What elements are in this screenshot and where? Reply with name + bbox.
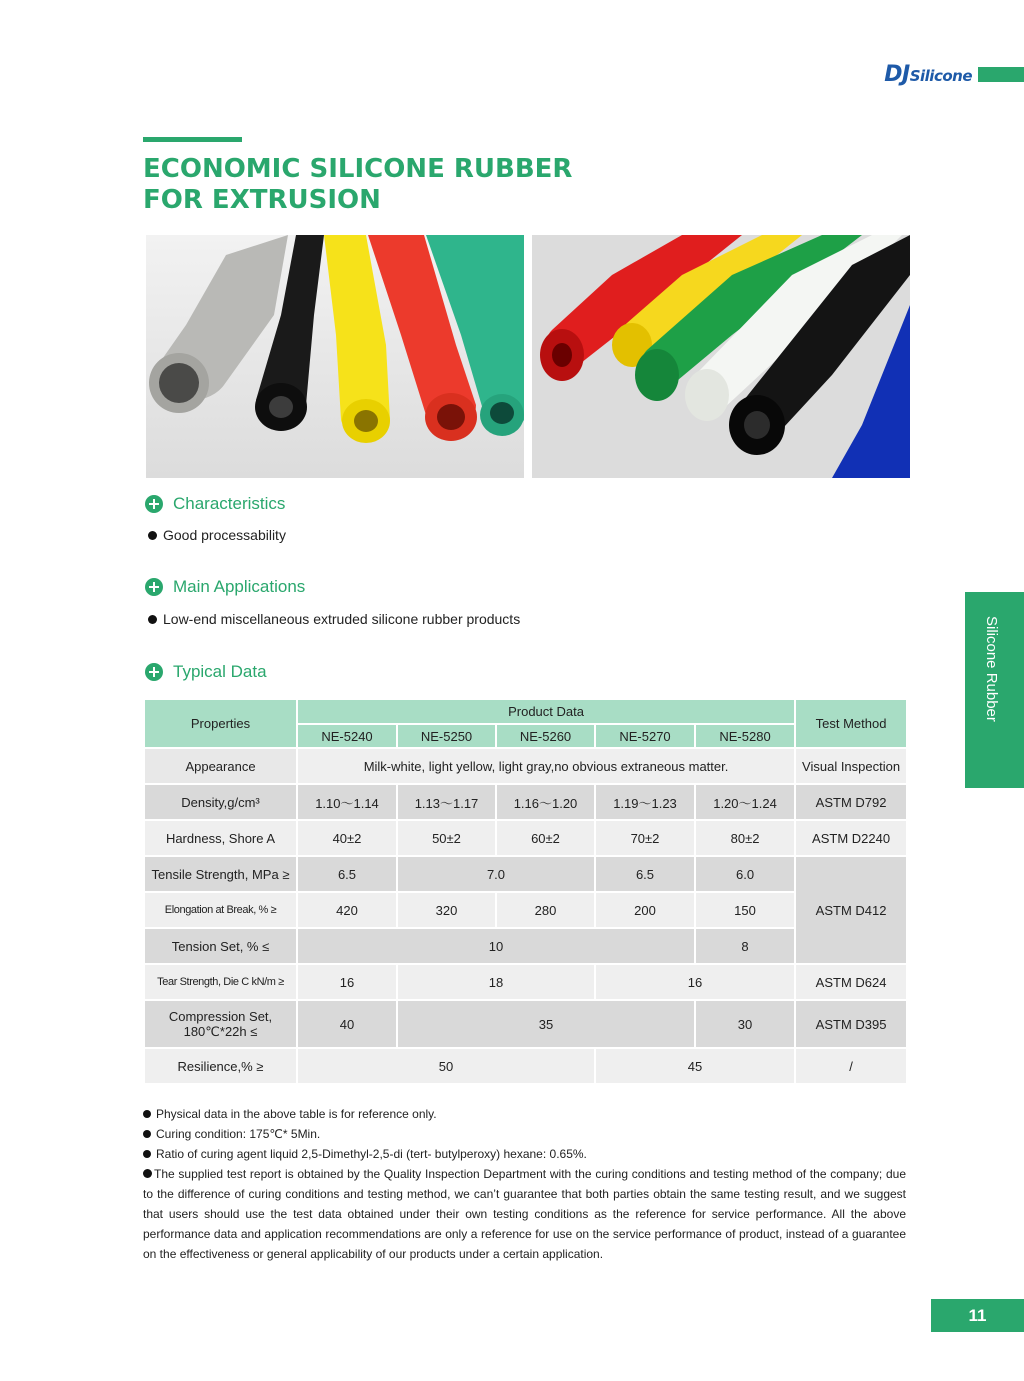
cell-method: ASTM D395: [796, 1001, 906, 1047]
row-label: Resilience,% ≥: [145, 1049, 296, 1083]
cell-value: 150: [696, 893, 794, 927]
product-data-header: Product Data: [298, 700, 794, 723]
bullet-dot-icon: [148, 615, 157, 624]
product-code: NE-5280: [696, 725, 794, 747]
tubes-photo-left: [146, 235, 524, 478]
typical-data-heading: [145, 662, 267, 682]
product-code: NE-5250: [398, 725, 495, 747]
page-title: [143, 154, 572, 216]
typical-data-title: Typical Data: [173, 662, 267, 681]
row-label: Density,g/cm³: [145, 785, 296, 819]
cell-value: 10: [298, 929, 694, 963]
list-item: [143, 1164, 906, 1264]
test-method-header: Test Method: [796, 700, 906, 747]
side-section-tab: [965, 592, 1024, 788]
logo-main-text: DJ: [884, 62, 910, 87]
cell-value: 18: [398, 965, 594, 999]
properties-header: Properties: [145, 700, 296, 747]
note-text: Curing condition: 175℃* 5Min.: [156, 1127, 321, 1141]
plus-circle-icon: [145, 663, 163, 681]
note-text: Ratio of curing agent liquid 2,5-Dimethyl-2,5-di (tert- butylperoxy) hexane: 0.65%.: [156, 1147, 587, 1161]
cell-value: 30: [696, 1001, 794, 1047]
cell-value: 6.0: [696, 857, 794, 891]
page-number: 11: [931, 1299, 1024, 1332]
table-row: [145, 1001, 906, 1047]
table-row: [145, 929, 906, 963]
product-code: NE-5270: [596, 725, 694, 747]
note-text: The supplied test report is obtained by the Quality Inspection Department with the curing conditions and testing method of the company; due to the difference of curing conditions and testing method, we can’t guarantee that both parties obtain the same testing result, and we suggest that users should use the test data obtained under their own testing conditions as the reference for service performance. All the above performance data and application recommendations are only a reference for use on the service performance of product, instead of a guarantee on the effectiveness or general applicability of our products under a certain application.: [143, 1167, 906, 1261]
row-label: [145, 1001, 296, 1047]
bullet-dot-icon: [148, 531, 157, 540]
row-label: Tear Strength, Die C kN/m ≥: [145, 965, 296, 999]
applications-title: Main Applications: [173, 577, 306, 596]
cell-value: 7.0: [398, 857, 594, 891]
row-label-line-1: Compression Set,: [168, 1008, 273, 1024]
table-row: [145, 857, 906, 891]
bullet-dot-icon: [143, 1169, 152, 1178]
cell-value: 60±2: [497, 821, 594, 855]
row-label-line-2: 180℃*22h ≤: [183, 1023, 258, 1039]
cell-value: 1.19～1.23: [596, 785, 694, 819]
list-item: [143, 1144, 906, 1164]
cell-value: 6.5: [298, 857, 396, 891]
typical-data-table: [143, 698, 908, 1085]
list-item: [143, 1104, 906, 1124]
cell-value: 1.20～1.24: [696, 785, 794, 819]
characteristics-heading: [145, 494, 285, 514]
cell-value: 6.5: [596, 857, 694, 891]
cell-value: 1.13～1.17: [398, 785, 495, 819]
cell-value: Milk-white, light yellow, light gray,no obvious extraneous matter.: [298, 749, 794, 783]
row-label: Hardness, Shore A: [145, 821, 296, 855]
cell-value: 16: [596, 965, 794, 999]
title-line-2: FOR EXTRUSION: [143, 185, 381, 215]
row-label: Tensile Strength, MPa ≥: [145, 857, 296, 891]
product-code: NE-5260: [497, 725, 594, 747]
characteristics-item: [148, 527, 286, 543]
side-tab-label: Silicone Rubber: [983, 616, 1000, 722]
row-label: Tension Set, % ≤: [145, 929, 296, 963]
bullet-dot-icon: [143, 1110, 151, 1118]
table-row: [145, 821, 906, 855]
cell-value: 8: [696, 929, 794, 963]
title-line-1: ECONOMIC SILICONE RUBBER: [143, 154, 573, 184]
cell-value: 35: [398, 1001, 694, 1047]
cell-value: 1.10～1.14: [298, 785, 396, 819]
cell-method: ASTM D2240: [796, 821, 906, 855]
brand-logo: [884, 62, 972, 87]
title-accent-bar: [143, 137, 242, 142]
cell-value: 1.16～1.20: [497, 785, 594, 819]
cell-value: 70±2: [596, 821, 694, 855]
cell-value: 50: [298, 1049, 594, 1083]
table-header-row: [145, 700, 906, 723]
cell-method: ASTM D624: [796, 965, 906, 999]
cell-method: /: [796, 1049, 906, 1083]
product-code: NE-5240: [298, 725, 396, 747]
cell-method: Visual Inspection: [796, 749, 906, 783]
cell-value: 80±2: [696, 821, 794, 855]
table-row: [145, 893, 906, 927]
tubes-photo-right: [532, 235, 910, 478]
applications-heading: [145, 577, 305, 597]
characteristics-title: Characteristics: [173, 494, 286, 513]
bullet-dot-icon: [143, 1150, 151, 1158]
applications-item-text: Low-end miscellaneous extruded silicone rubber products: [163, 611, 521, 627]
table-row: [145, 1049, 906, 1083]
row-label: Appearance: [145, 749, 296, 783]
cell-value: 200: [596, 893, 694, 927]
cell-value: 420: [298, 893, 396, 927]
logo-small-text: Silicone: [909, 67, 972, 85]
applications-item: [148, 611, 520, 627]
note-text: Physical data in the above table is for reference only.: [156, 1107, 437, 1121]
bullet-dot-icon: [143, 1130, 151, 1138]
cell-value: 16: [298, 965, 396, 999]
characteristics-item-text: Good processability: [163, 527, 286, 543]
plus-circle-icon: [145, 495, 163, 513]
cell-value: 320: [398, 893, 495, 927]
cell-method: ASTM D412: [796, 857, 906, 963]
cell-value: 45: [596, 1049, 794, 1083]
list-item: [143, 1124, 906, 1144]
cell-value: 40±2: [298, 821, 396, 855]
cell-value: 280: [497, 893, 594, 927]
cell-value: 50±2: [398, 821, 495, 855]
logo-accent-bar: [978, 67, 1024, 82]
row-label: Elongation at Break, % ≥: [145, 893, 296, 927]
table-row: [145, 785, 906, 819]
footnotes: [143, 1104, 906, 1264]
cell-method: ASTM D792: [796, 785, 906, 819]
table-row: [145, 749, 906, 783]
plus-circle-icon: [145, 578, 163, 596]
table-row: [145, 965, 906, 999]
cell-value: 40: [298, 1001, 396, 1047]
